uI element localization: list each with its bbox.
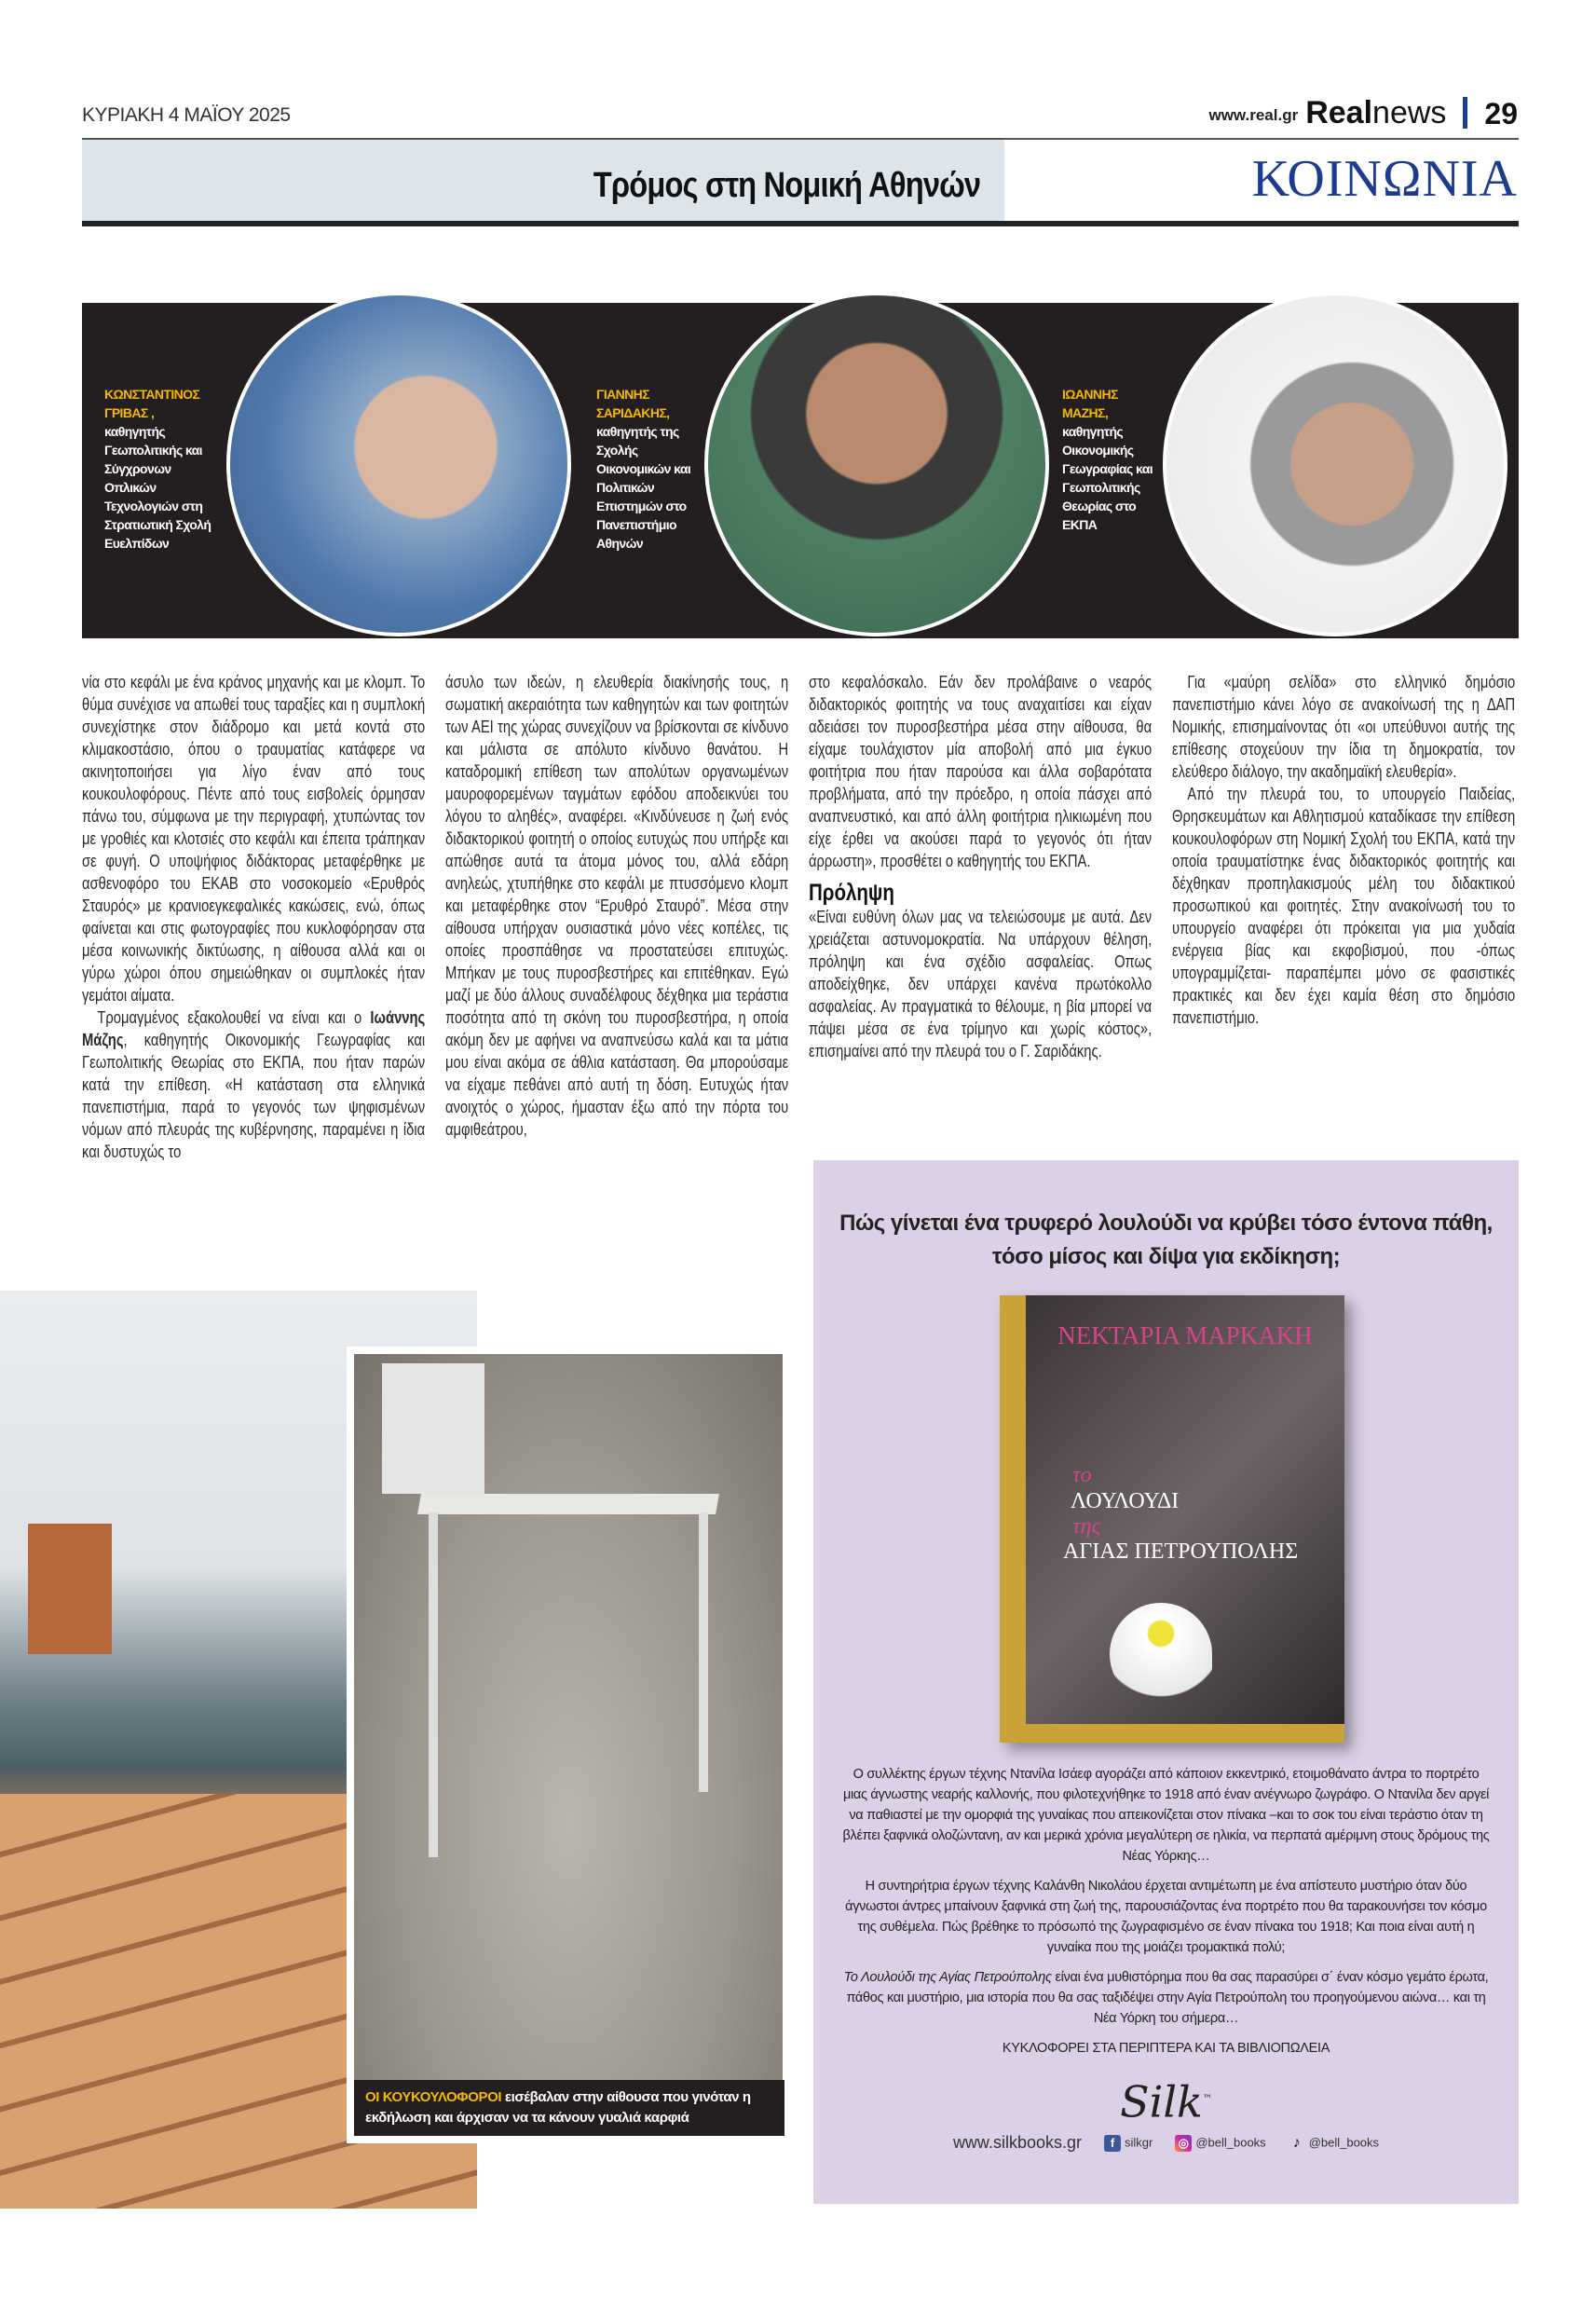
section-title: ΚΟΙΝΩΝΙΑ: [1251, 150, 1518, 208]
paragraph: «Είναι ευθύνη όλων μας να τελειώσουμε με αυτά. Δεν χρειάζεται αστυνομοκρατία. Να υπάρχουν θέληση, πρόληψη και ένα σχέδιο ασφαλείας. Οπως αποδείχθηκε, δεν υπάρχει κανένα πρωτόκολλο ασφαλείας. Αν πραγματικά το θέλουμε, η βία μπορεί να πάψει μέσα σε ένα τρίμηνο και χωρίς κόστος», επισημαίνει από την πλευρά του ο Γ. Σαριδάκης.: [809, 908, 1153, 1060]
book-title: ΑΓΙΑΣ ΠΕΤΡΟΥΠΟΛΗΣ: [1063, 1539, 1299, 1564]
ad-contacts: [953, 2133, 1379, 2153]
profiles-panel: [82, 303, 1519, 638]
article-column: [1172, 671, 1515, 1029]
radiator: [382, 1363, 484, 1494]
ad-headline: Πώς γίνεται ένα τρυφερό λουλούδι να κρύβει τόσο έντονα πάθη, τόσο μίσος και δίψα για εκδίκηση;: [839, 1211, 1493, 1269]
paragraph: Για «μαύρη σελίδα» στο ελληνικό δημόσιο πανεπιστήμιο κάνει λόγο σε ανακοίνωσή της η ΔΑΠ Νομικής, επισημαίνοντας ότι «οι υπεύθυνοι αυτής της επίθεσης στοχεύουν την ίδια τη δημοκρατία, τον ελεύθερο διάλογο, την ακαδημαϊκή ελευθερία».: [1172, 673, 1516, 781]
masthead: [1208, 97, 1518, 129]
paragraph: άσυλο των ιδεών, η ελευθερία διακίνησής τους, η σωματική ακεραιότητα των καθηγητών και των φοιτητών των ΑΕΙ της χώρας συνεχίζουν να βρίσκονται σε κίνδυνο και μάλιστα σε απόλυτο κίνδυνο θανάτου. Η καταδρομική επίθεση των απολύτων οργανωμένων μαυροφορεμένων ταγμάτων εφόδου αποδεικνύει του λόγου το αληθές», αναφέρει. «Κινδύνευσε η ζωή ενός διδακτορικού φοιτητή ο οποίος ευτυχώς που υπήρξε και απώθησε αυτά τα άτομα μόνος του, αλλά εδάρη ανηλεώς, χτυπήθηκε στο κεφάλι με πτυσσόμενο κλομπ και μεταφέρθηκε στον “Ερυθρό Σταυρό”. Μέσα στην αίθουσα υπήρχαν ουσιαστικά μόνο νέες κοπέλες, τις οποίες προσπάθησε να προστατεύσει επιτυχώς. Μπήκαν με τους πυροσβεστήρες και επιτέθηκαν. Εγώ μαζί με δύο άλλους συναδέλφους δέχθηκα μια τεράστια ποσότητα από τη σκόνη του πυροσβεστήρα, η οποία ακόμη δεν με αφήνει να αναπνεύσω καλά και τα μάτια μου είναι ακόμα σε άθλια κατάσταση. Θα μπορούσαμε να είχαμε πεθάνει από αυτή τη δόση. Ευτυχώς ήταν ανοιχτός ο χώρος, ήμασταν έξω από την πόρτα του αμφιθεάτρου,: [445, 673, 789, 1139]
orchid-image: [1110, 1603, 1212, 1705]
article-column: [445, 671, 788, 1141]
instagram-icon: ◎: [1175, 2135, 1192, 2152]
divider: [82, 221, 1519, 226]
instagram-link[interactable]: ◎ @bell_books: [1175, 2135, 1265, 2152]
paragraph: Από την πλευρά του, το υπουργείο Παιδείας, Θρησκευμάτων και Αθλητισμού καταδίκασε την επίθεση κουκουλοφόρων στη Νομική Σχολή του ΕΚΠΑ, κατά την οποία τραυματίστηκε ένας διδακτορικός φοιτητής και δέχθηκαν προπηλακισμούς μέλη του διδακτικού προσωπικού και φοιτητές. Στην ανακοίνωσή του το υπουργείο αναφέρει ότι πρόκειται για μια χυδαία ενέργεια βίας και εκφοβισμού, που -όπως υπογραμμίζεται- παραπέμπει μόνο σε φασιστικές πρακτικές και δεν έχει καμία θέση στο δημόσιο πανεπιστήμιο.: [1172, 785, 1516, 1027]
publisher-logo: Silk™: [1120, 2076, 1212, 2127]
ad-paragraph: Η συντηρήτρια έργων τέχνης Καλάνθη Νικολάου έρχεται αντιμέτωπη με ένα απίστευτο μυστήριο όταν δύο άγνωστοι άντρες μπαίνουν ξαφνικά στη ζωή της, παρουσιάζοντας ένα πορτρέτο που θα ταρακουνήσει τον κόσμο της συθέμελα. Πώς βρέθηκε το πρόσωπό της ζωγραφισμένο σε έναν πίνακα του 1918; Και ποια είναι αυτή η γυναίκα που της μοιάζει τρομακτικά πολύ;: [845, 1879, 1487, 1955]
tiktok-icon: ♪: [1292, 2134, 1301, 2151]
book-title: της: [1072, 1514, 1101, 1539]
photo-caption: ΟΙ ΚΟΥΚΟΥΛΟΦΟΡΟΙ εισέβαλαν στην αίθουσα που γινόταν η εκδήλωση και άρχισαν να τα κάνουν γυαλιά καρφιά: [354, 2080, 784, 2136]
ad-body: [813, 1764, 1519, 2153]
portrait-photo: [704, 292, 1049, 636]
book-title: ΛΟΥΛΟΥΔΙ: [1071, 1489, 1180, 1513]
table-leg: [699, 1512, 708, 1792]
book-cover: [1000, 1295, 1344, 1743]
paragraph: Τρομαγμένος εξακολουθεί να είναι και ο Ιωάννης Μάζης, καθηγητής Οικονομικής Γεωγραφίας και Γεωπολιτικής Θεωρίας στο ΕΚΠΑ, που ήταν παρών κατά την επίθεση. «Η κατάσταση στα ελληνικά πανεπιστήμια, παρά το γεγονός των ψηφισμένων νόμων από πλευράς της κυβέρνησης, παραμένει η ίδια και δυστυχώς το: [82, 1008, 426, 1161]
lectern: [28, 1524, 112, 1654]
availability-note: ΚΥΚΛΟΦΟΡΕΙ ΣΤΑ ΠΕΡΙΠΤΕΡΑ ΚΑΙ ΤΑ ΒΙΒΛΙΟΠΩΛΕΙΑ: [1002, 2041, 1330, 2056]
book-advertisement[interactable]: [813, 1160, 1519, 2204]
brand-logo: Realnews: [1305, 95, 1447, 130]
publisher-website[interactable]: www.silkbooks.gr: [952, 2133, 1082, 2153]
page-number: 29: [1484, 97, 1518, 130]
paragraph: στο κεφαλόσκαλο. Εάν δεν προλάβαινε ο νεαρός διδακτορικός φοιτητής να τους αναχαιτίσει και είχαν αδειάσει τον πυροσβεστήρα μέσα στην αίθουσα, θα είχαμε τουλάχιστον μία αποβολή από μια έγκυο φοιτήτρια που ήταν παρούσα και άλλα σοβαρότατα προβλήματα, από την πρόεδρο, η οποία πάσχει από αναπνευστικό, και από άλλη φοιτήτρια ηλικιωμένη που είχε έρθει να ακούσει παρά το γεγονός ότι ήταν άρρωστη», προσθέτει ο καθηγητής του ΕΚΠΑ.: [809, 673, 1153, 870]
damaged-room-photo: [347, 1347, 790, 2143]
ad-paragraph: Ο συλλέκτης έργων τέχνης Ντανίλα Ισάεφ αγοράζει από κάποιον εκκεντρικό, ετοιμοθάνατο άντρα το πορτρέτο μιας άγνωστης νεαρής καλλονής, που φιλοτεχνήθηκε το 1918 από έναν ανέγνωρο ζωγράφο. Ο Ντανίλα δεν αργεί να παθιαστεί με την ομορφιά της γυναίκας που απεικονίζεται στον πίνακα –και το σοκ του είναι τεράστιο όταν τη βλέπει ξαφνικά ολοζώντανη, αν και μερικά χρόνια μεγαλύτερη σε ηλικία, να περπατά αμέριμνη στους δρόμους της Νέας Υόρκης…: [842, 1767, 1490, 1864]
headline-band: [82, 140, 1004, 222]
profile-caption: ΚΩΝΣΤΑΝΤΙΝΟΣ ΓΡΙΒΑΣ , καθηγητής Γεωπολιτικής και Σύγχρονων Οπλικών Τεχνολογιών στη Στρατιωτική Σχολή Ευελπίδων: [104, 387, 211, 551]
paragraph: νία στο κεφάλι με ένα κράνος μηχανής και με κλομπ. Το θύμα συνέχισε να απωθεί τους ταραξίες και η συμπλοκή συνεχίστηκε στον διάδρομο και μετά κοντά στο κλιμακοστάσιο, όπου ο τραυματίας κατάφερε να ακινητοποιήσει για λίγο έναν από τους κουκουλοφόρους. Πέντε από τους εισβολείς όρμησαν πάνω του, σύμφωνα με την περιγραφή, χτυπώντας τον με γροθιές και κλοτσιές στο κεφάλι και έπειτα τράπηκαν σε φυγή. Ο υποψήφιος διδάκτορας μεταφέρθηκε με ασθενοφόρο του ΕΚΑΒ στο νοσοκομείο «Ερυθρός Σταυρός» με κρανιοεγκεφαλικές κακώσεις, ενώ, όπως φαίνεται και στις φωτογραφίες που κυκλοφόρησαν στα μέσα κοινωνικής δικτύωσης, η αίθουσα αλλά και οι γύρω χώροι όπου σημειώθηκαν οι συμπλοκές ήταν γεμάτοι αίματα.: [82, 673, 426, 1005]
portrait-photo: [1163, 292, 1507, 636]
site-url[interactable]: www.real.gr: [1208, 106, 1299, 124]
book-title: το: [1072, 1463, 1092, 1487]
subheading: Πρόληψη: [809, 880, 894, 906]
book-author: ΝΕΚΤΑΡΙΑ ΜΑΡΚΑΚΗ: [1057, 1321, 1313, 1349]
article-column: [809, 671, 1152, 1062]
issue-date: ΚΥΡΙΑΚΗ 4 ΜΑΪΟΥ 2025: [82, 104, 291, 126]
facebook-icon: f: [1104, 2135, 1121, 2152]
article-column: [82, 671, 425, 1163]
divider: [1463, 97, 1467, 129]
facebook-link[interactable]: f silkgr: [1104, 2135, 1153, 2152]
table: [417, 1494, 719, 1514]
article-title: Τρόμος στη Νομική Αθηνών: [593, 166, 981, 205]
ad-paragraph: Το Λουλούδι της Αγίας Πετρούπολης είναι ένα μυθιστόρημα που θα σας παρασύρει σ΄ έναν κόσμο γεμάτο έρωτα, πάθος και μυστήριο, μια ιστορία που θα σας ταξιδέψει στην Αγία Πετρούπολη του προηγούμενου αιώνα… και τη Νέα Υόρκη του σήμερα…: [843, 1970, 1489, 2026]
portrait-photo: [226, 292, 571, 636]
table-leg: [429, 1512, 438, 1857]
tiktok-link[interactable]: ♪ @bell_books: [1289, 2135, 1379, 2152]
profile-caption: ΓΙΑΝΝΗΣ ΣΑΡΙΔΑΚΗΣ, καθηγητής της Σχολής Οικονομικών και Πολιτικών Επιστημών στο Πανεπιστήμιο Αθηνών: [596, 387, 691, 551]
profile-caption: ΙΩΑΝΝΗΣ ΜΑΖΗΣ, καθηγητής Οικονομικής Γεωγραφίας και Γεωπολιτικής Θεωρίας στο ΕΚΠΑ: [1062, 387, 1153, 532]
